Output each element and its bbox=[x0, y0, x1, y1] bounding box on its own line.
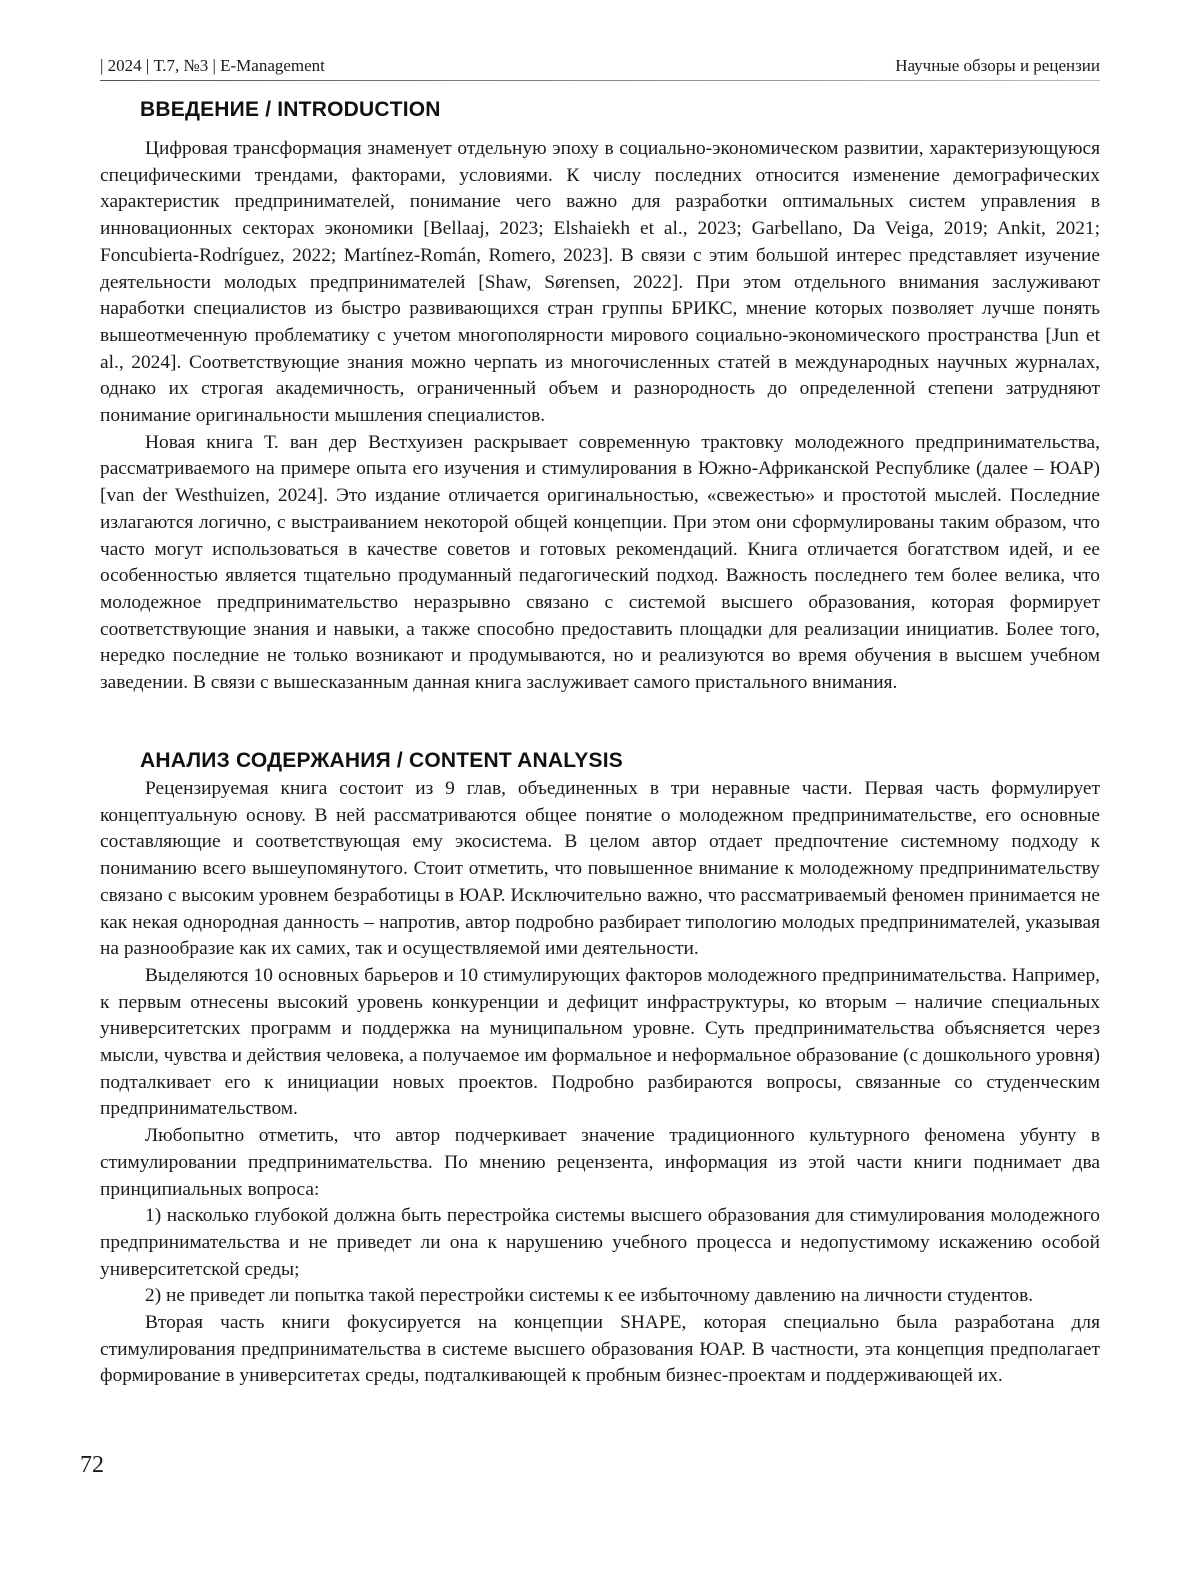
paragraph: Цифровая трансформация знаменует отдельную эпоху в социально-экономическом развитии, характеризующуюся специфическими трендами, факторами, условиями. К числу последних относится изменение демографических характеристик предпринимателей, понимание чего важно для разработки оптимальных систем управления в инновационных секторах экономики [Bellaaj, 2023; Elshaiekh et al., 2023; Garbellano, Da Veiga, 2019; Ankit, 2021; Foncubierta-Rodríguez, 2022; Martínez-Román, Romero, 2023]. В связи с этим большой интерес представляет изучение деятельности молодых предпринимателей [Shaw, Sørensen, 2022]. При этом отдельного внимания заслуживают наработки специалистов из быстро развивающихся стран группы БРИКС, мнение которых позволяет лучше понять вышеотмеченную проблематику с учетом многополярности мирового социально-экономического пространства [Jun et al., 2024]. Соответствующие знания можно черпать из многочисленных статей в международных научных журналах, однако их строгая академичность, ограниченный объем и разнородность до определенной степени затрудняют понимание оригинальности мышления специалистов. bbox=[100, 136, 1100, 430]
paragraph: Новая книга Т. ван дер Вестхуизен раскрывает современную трактовку молодежного предпринимательства, рассматриваемого на примере опыта его изучения и стимулирования в Южно-Африканской Республике (далее – ЮАР) [van der Westhuizen, 2024]. Это издание отличается оригинальностью, «свежестью» и простотой мыслей. Последние излагаются логично, с выстраиванием некоторой общей концепции. При этом они сформулированы таким образом, что часто могут использоваться в качестве советов и готовых рекомендаций. Книга отличается богатством идей, и ее особенностью является тщательно продуманный педагогический подход. Важность последнего тем более велика, что молодежное предпринимательство неразрывно связано с системой высшего образования, которая формирует соответствующие знания и навыки, а также способно предоставить площадки для реализации инициатив. Более того, нередко последние не только возникают и продумываются, но и реализуются во время обучения в высшем учебном заведении. В связи с вышесказанным данная книга заслуживает самого пристального внимания. bbox=[100, 430, 1100, 697]
list-item: 1) насколько глубокой должна быть перестройка системы высшего образования для стимулирования молодежного предпринимательства и не приведет ли она к нарушению учебного процесса и недопустимому искажению особой университетской среды; bbox=[100, 1203, 1100, 1283]
list-item: 2) не приведет ли попытка такой перестройки системы к ее избыточному давлению на личности студентов. bbox=[100, 1283, 1100, 1310]
heading-content-analysis: АНАЛИЗ СОДЕРЖАНИЯ / CONTENT ANALYSIS bbox=[140, 749, 623, 773]
introduction-body bbox=[100, 136, 1100, 697]
running-header bbox=[100, 56, 1100, 76]
heading-introduction: ВВЕДЕНИЕ / INTRODUCTION bbox=[140, 98, 441, 122]
section-title: Научные обзоры и рецензии bbox=[895, 56, 1100, 76]
paragraph: Выделяются 10 основных барьеров и 10 стимулирующих факторов молодежного предпринимательства. Например, к первым отнесены высокий уровень конкуренции и дефицит инфраструктуры, ко вторым – наличие специальных университетских программ и поддержка на муниципальном уровне. Суть предпринимательства объясняется через мысли, чувства и действия человека, а получаемое им формальное и неформальное образование (с дошкольного уровня) подталкивает его к инициации новых проектов. Подробно разбираются вопросы, связанные со студенческим предпринимательством. bbox=[100, 963, 1100, 1123]
paragraph: Рецензируемая книга состоит из 9 глав, объединенных в три неравные части. Первая часть формулирует концептуальную основу. В ней рассматриваются общее понятие о молодежном предпринимательстве, его основные составляющие и соответствующая ему экосистема. В целом автор отдает предпочтение системному подходу к пониманию всего вышеупомянутого. Стоит отметить, что повышенное внимание к молодежному предпринимательству связано с высоким уровнем безработицы в ЮАР. Исключительно важно, что рассматриваемый феномен принимается не как некая однородная данность – напротив, автор подробно разбирает типологию молодых предпринимателей, указывая на разнообразие как их самих, так и осуществляемой ими деятельности. bbox=[100, 776, 1100, 963]
page-number: 72 bbox=[80, 1452, 104, 1479]
paragraph: Вторая часть книги фокусируется на концепции SHAPE, которая специально была разработана для стимулирования предпринимательства в системе высшего образования ЮАР. В частности, эта концепция предполагает формирование в университетах среды, подталкивающей к пробным бизнес-проектам и поддерживающей их. bbox=[100, 1310, 1100, 1390]
paragraph: Любопытно отметить, что автор подчеркивает значение традиционного культурного феномена убунту в стимулировании предпринимательства. По мнению рецензента, информация из этой части книги поднимает два принципиальных вопроса: bbox=[100, 1123, 1100, 1203]
header-divider bbox=[100, 80, 1100, 81]
journal-info: | 2024 | Т.7, №3 | E-Management bbox=[100, 56, 325, 76]
content-analysis-body bbox=[100, 776, 1100, 1390]
